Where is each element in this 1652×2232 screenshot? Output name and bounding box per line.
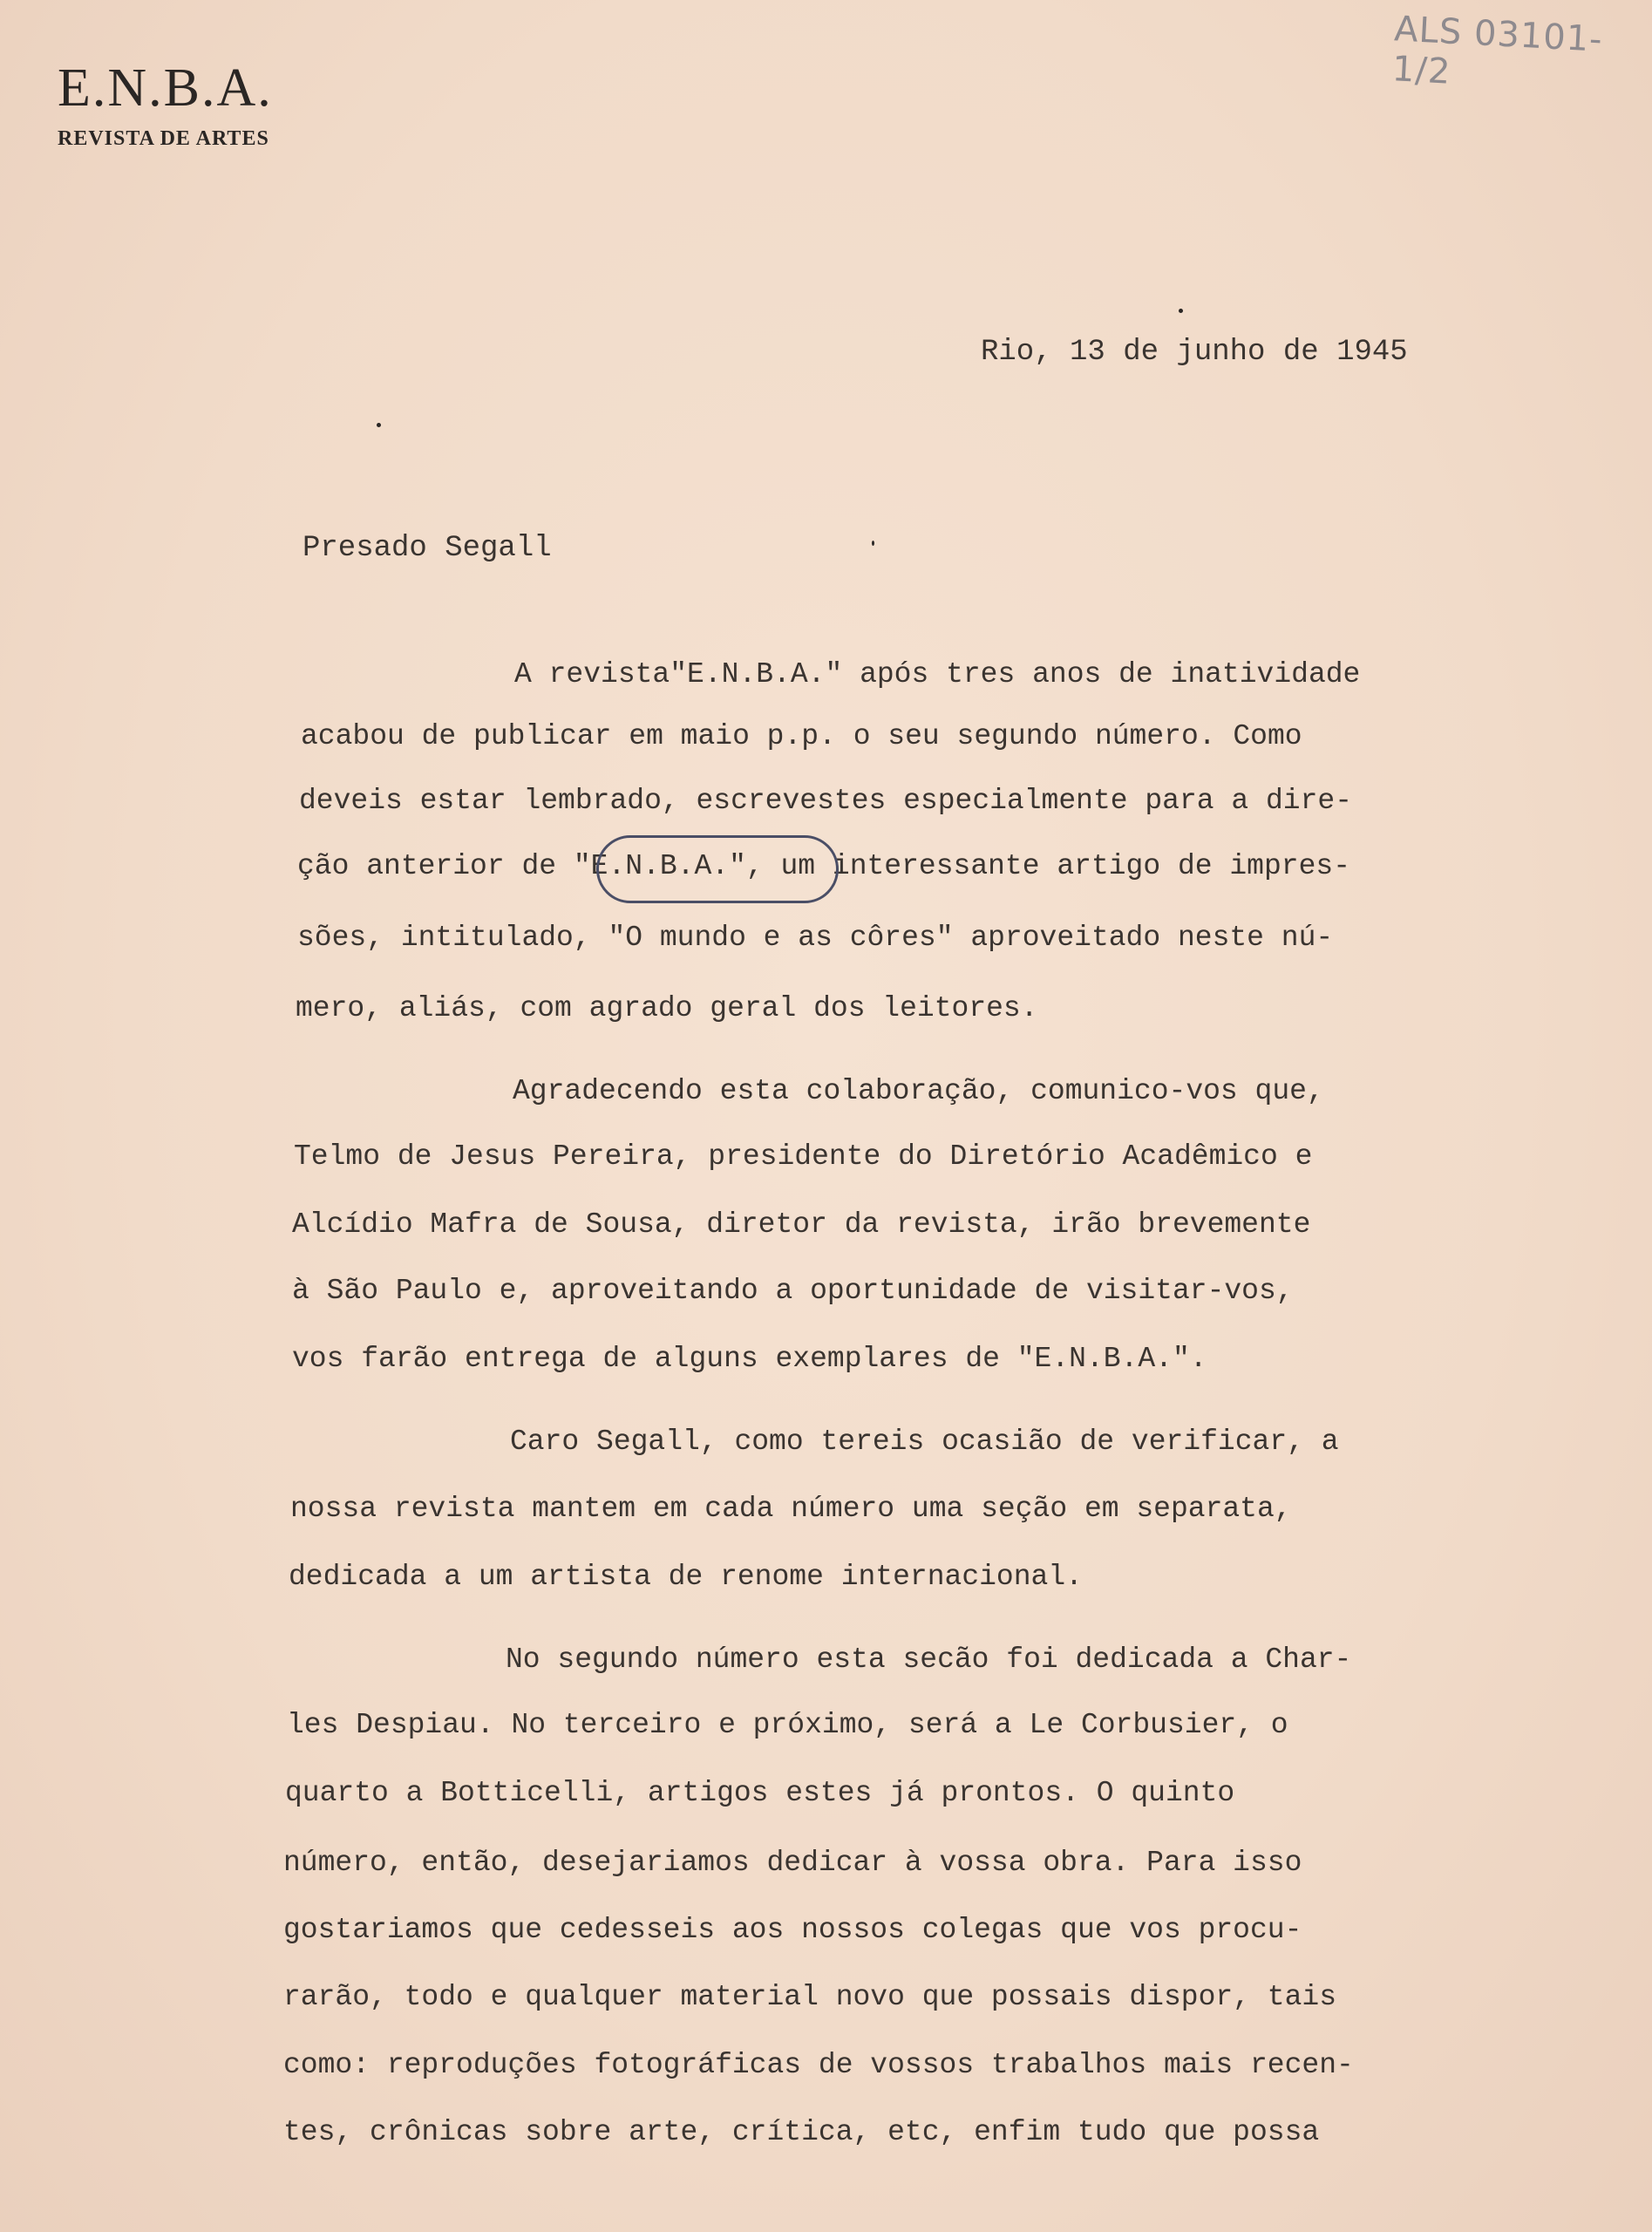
text-line: nossa revista mantem em cada número uma seção em separata, bbox=[290, 1493, 1292, 1525]
letterhead-subtitle: REVISTA DE ARTES bbox=[58, 127, 269, 150]
text-line: Telmo de Jesus Pereira, presidente do Diretório Acadêmico e bbox=[294, 1140, 1313, 1173]
letter-date: Rio, 13 de junho de 1945 bbox=[981, 336, 1408, 369]
text-line: Alcídio Mafra de Sousa, diretor da revista, irão brevemente bbox=[292, 1208, 1311, 1241]
text-line: deveis estar lembrado, escrevestes especialmente para a dire- bbox=[299, 785, 1352, 817]
text-line: mero, aliás, com agrado geral dos leitores. bbox=[296, 992, 1038, 1024]
text-line: rarão, todo e qualquer material novo que possais dispor, tais bbox=[283, 1981, 1336, 2013]
text-line: como: reproduções fotográficas de vossos trabalhos mais recen- bbox=[283, 2049, 1354, 2081]
text-line: à São Paulo e, aproveitando a oportunidade de visitar-vos, bbox=[292, 1275, 1294, 1307]
archive-reference: ALS 03101-1/2 bbox=[1390, 9, 1604, 92]
text-line: les Despiau. No terceiro e próximo, será a Le Corbusier, o bbox=[287, 1709, 1288, 1741]
text-line: Agradecendo esta colaboração, comunico-vos que, bbox=[513, 1075, 1324, 1107]
text-line: vos farão entrega de alguns exemplares de "E.N.B.A.". bbox=[292, 1343, 1207, 1375]
text-line: número, então, desejariamos dedicar à vossa obra. Para isso bbox=[283, 1847, 1302, 1879]
handwritten-circle-mark bbox=[596, 835, 839, 903]
text-line: quarto a Botticelli, artigos estes já prontos. O quinto bbox=[285, 1777, 1235, 1809]
letterhead bbox=[58, 58, 273, 151]
text-line: tes, crônicas sobre arte, crítica, etc, enfim tudo que possa bbox=[283, 2116, 1320, 2148]
text-line: gostariamos que cedesseis aos nossos colegas que vos procu- bbox=[283, 1914, 1302, 1946]
text-line: acabou de publicar em maio p.p. o seu segundo número. Como bbox=[301, 720, 1302, 752]
ink-speck bbox=[872, 541, 874, 546]
text-line: sões, intitulado, "O mundo e as côres" aproveitado neste nú- bbox=[297, 922, 1334, 954]
salutation: Presado Segall bbox=[303, 532, 552, 565]
text-line: A revista"E.N.B.A." após tres anos de inatividade bbox=[514, 658, 1361, 691]
text-line: No segundo número esta secão foi dedicada a Char- bbox=[506, 1643, 1352, 1676]
letterhead-title: E.N.B.A. bbox=[58, 58, 273, 118]
text-line: dedicada a um artista de renome internacional. bbox=[289, 1561, 1083, 1593]
text-line: ção anterior de "E.N.B.A.", um interessante artigo de impres- bbox=[297, 850, 1350, 882]
ink-speck bbox=[1179, 309, 1183, 313]
ink-speck bbox=[377, 423, 381, 427]
text-line: Caro Segall, como tereis ocasião de verificar, a bbox=[510, 1426, 1339, 1458]
